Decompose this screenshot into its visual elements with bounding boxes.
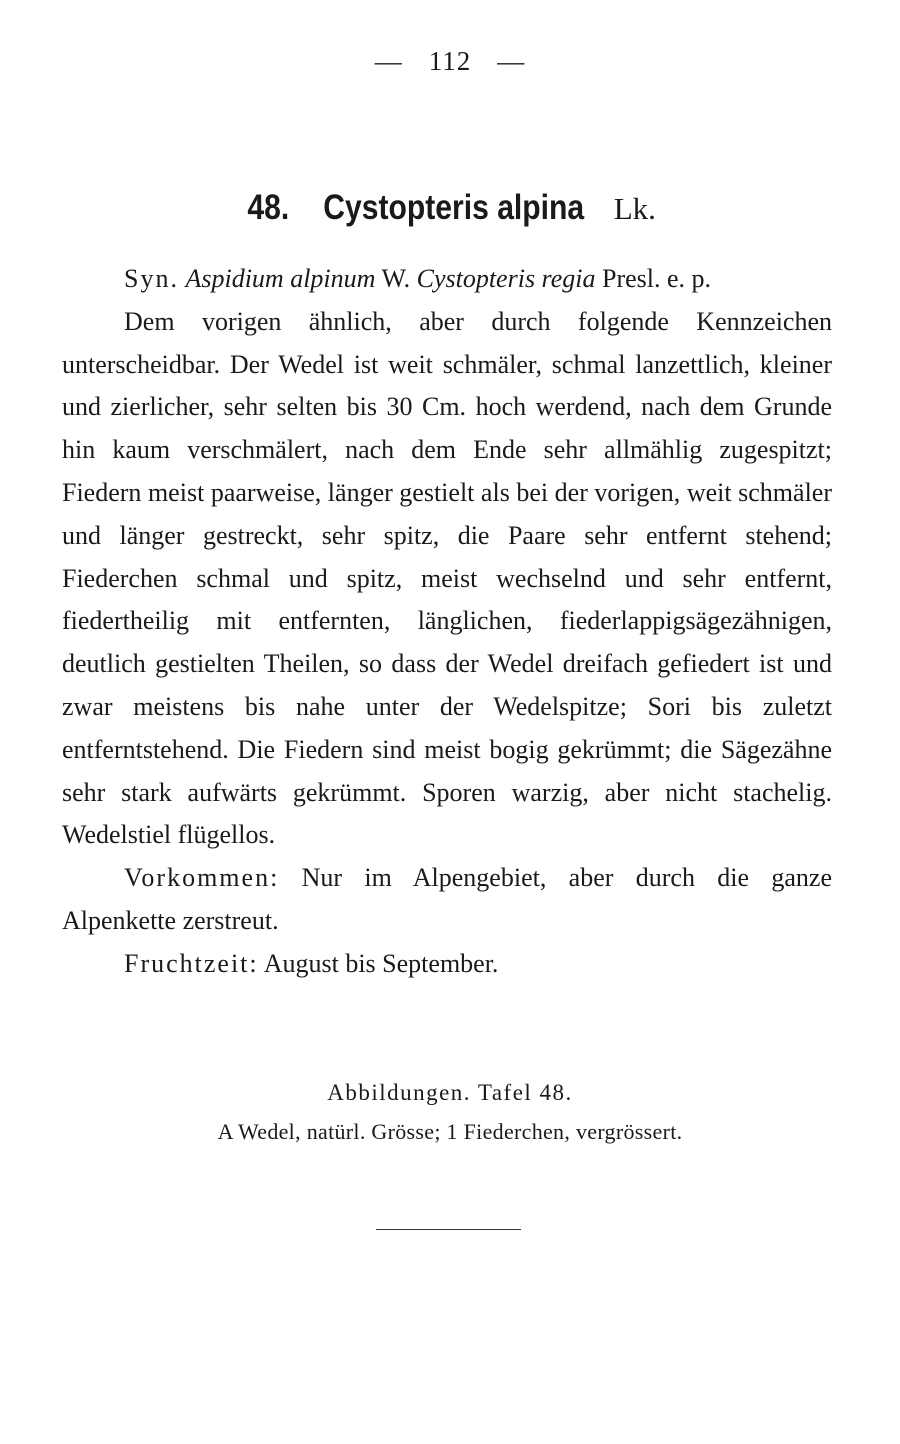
vorkommen-paragraph [62, 857, 832, 943]
synonym-name-2: Cystopteris regia [416, 264, 596, 293]
synonyms-label: Syn. [124, 264, 179, 293]
fruchtzeit-paragraph [62, 943, 832, 986]
synonym-author-1: W. [381, 264, 411, 293]
page-number-value: 112 [428, 46, 472, 76]
page-number-dash-left: — [374, 46, 403, 76]
section-end-rule [376, 1229, 521, 1230]
synonym-author-2: Presl. e. p. [601, 264, 712, 293]
page-number [0, 46, 900, 77]
description-paragraph: Dem vorigen ähnlich, aber durch folgende Kennzeichen unterscheidbar. Der Wedel ist weit schmäler, schmal lanzettlich, kleiner und zierlicher, sehr selten bis 30 Cm. hoch werdend, nach dem Grunde hin kaum verschmälert, nach dem Ende sehr allmählig zugespitzt; Fiedern meist paarweise, länger gestielt als bei der vorigen, weit schmäler und länger gestreckt, sehr spitz, die Paare sehr entfernt stehend; Fiederchen schmal und spitz, meist wechselnd und sehr entfernt, fiedertheilig mit entfernten, länglichen, fiederlappigsägezähnigen, deutlich gestielten Theilen, so dass der Wedel dreifach gefiedert ist und zwar meistens bis nahe unter der Wedelspitze; Sori bis zuletzt entferntstehend. Die Fiedern sind meist bogig gekrümmt; die Sägezähne sehr stark aufwärts gekrümmt. Sporen warzig, aber nicht stachelig. Wedelstiel flügellos. [62, 306, 832, 850]
synonyms-paragraph [62, 258, 832, 301]
species-author: Lk. [613, 191, 656, 226]
fruchtzeit-text: August bis September. [263, 948, 499, 978]
synonym-name-1: Aspidium alpinum [185, 264, 376, 293]
page-number-dash-right: — [497, 46, 526, 76]
figures-title: Abbildungen. Tafel 48. [327, 1080, 573, 1105]
species-body [62, 258, 832, 986]
species-heading [0, 188, 900, 228]
species-name: Cystopteris alpina [322, 188, 584, 227]
species-number: 48. [247, 188, 290, 227]
fruchtzeit-label: Fruchtzeit: [124, 948, 259, 978]
vorkommen-text: Nur im Alpengebiet, aber durch die ganze Alpenkette zerstreut. [62, 863, 832, 935]
figures-description: A Wedel, natürl. Grösse; 1 Fiederchen, vergrössert. [217, 1119, 683, 1144]
vorkommen-label: Vorkommen: [124, 863, 280, 893]
